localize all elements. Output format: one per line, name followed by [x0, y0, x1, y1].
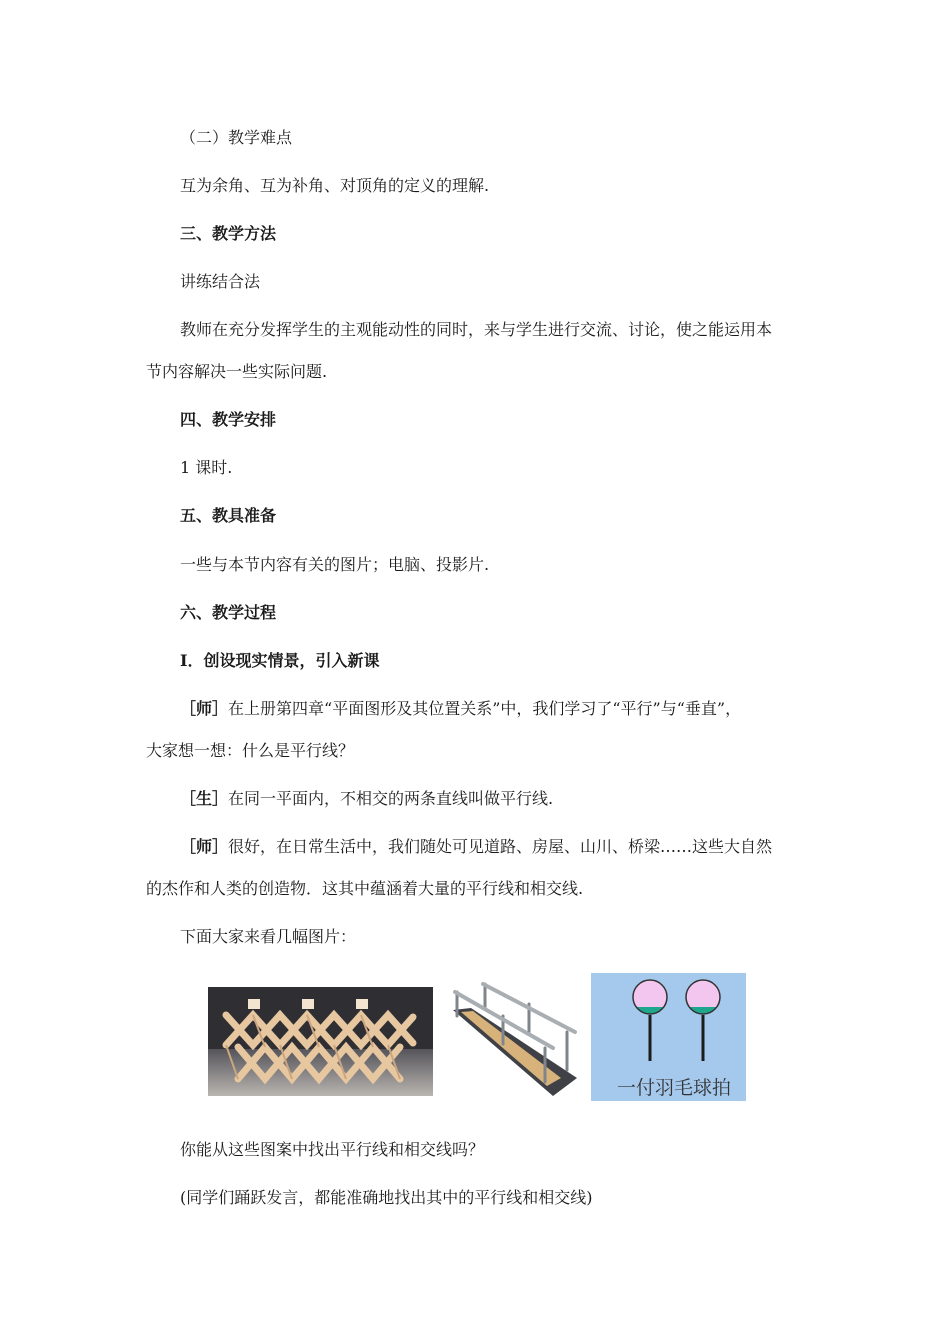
wooden-lattice-image	[208, 987, 433, 1096]
dialogue-text: 很好，在日常生活中，我们随处可见道路、房屋、山川、桥梁……这些大自然	[228, 837, 773, 856]
paragraph: 互为余角、互为补角、对顶角的定义的理解.	[180, 176, 490, 195]
paragraph-continued: 大家想一想：什么是平行线？	[146, 741, 355, 760]
section-heading: 三、教学方法	[180, 224, 277, 243]
paragraph: 你能从这些图案中找出平行线和相交线吗？	[180, 1140, 485, 1159]
dialogue-teacher	[180, 837, 772, 857]
paragraph-continued: 的杰作和人类的创造物．这其中蕴涵着大量的平行线和相交线.	[146, 879, 584, 898]
paragraph: 讲练结合法	[180, 272, 261, 291]
dialogue-student	[180, 789, 553, 809]
speaker-tag: ［生］	[180, 789, 229, 808]
section-heading: 四、教学安排	[180, 410, 277, 429]
paragraph: (同学们踊跃发言，都能准确地找出其中的平行线和相交线)	[180, 1188, 593, 1207]
badminton-rackets-image	[591, 973, 746, 1101]
speaker-tag: ［师］	[180, 699, 229, 718]
speaker-tag: ［师］	[180, 837, 229, 856]
parallel-bars-image	[449, 974, 578, 1102]
paragraph: 教师在充分发挥学生的主观能动性的同时，来与学生进行交流、讨论，使之能运用本	[180, 320, 773, 339]
dialogue-text: 在上册第四章“平面图形及其位置关系”中，我们学习了“平行”与“垂直”，	[228, 699, 742, 718]
paragraph: 一些与本节内容有关的图片；电脑、投影片.	[180, 555, 490, 574]
paragraph: 1 课时.	[180, 458, 233, 477]
dialogue-teacher	[180, 699, 741, 719]
subsection-heading: Ⅰ．创设现实情景，引入新课	[180, 651, 380, 670]
section-heading: 五、教具准备	[180, 506, 277, 525]
subsection-heading: （二）教学难点	[180, 128, 293, 147]
image-caption: 一付羽毛球拍	[617, 1077, 732, 1099]
section-heading: 六、教学过程	[180, 603, 277, 622]
paragraph: 下面大家来看几幅图片：	[180, 927, 357, 946]
dialogue-text: 在同一平面内，不相交的两条直线叫做平行线.	[228, 789, 554, 808]
paragraph-continued: 节内容解决一些实际问题.	[146, 362, 328, 381]
